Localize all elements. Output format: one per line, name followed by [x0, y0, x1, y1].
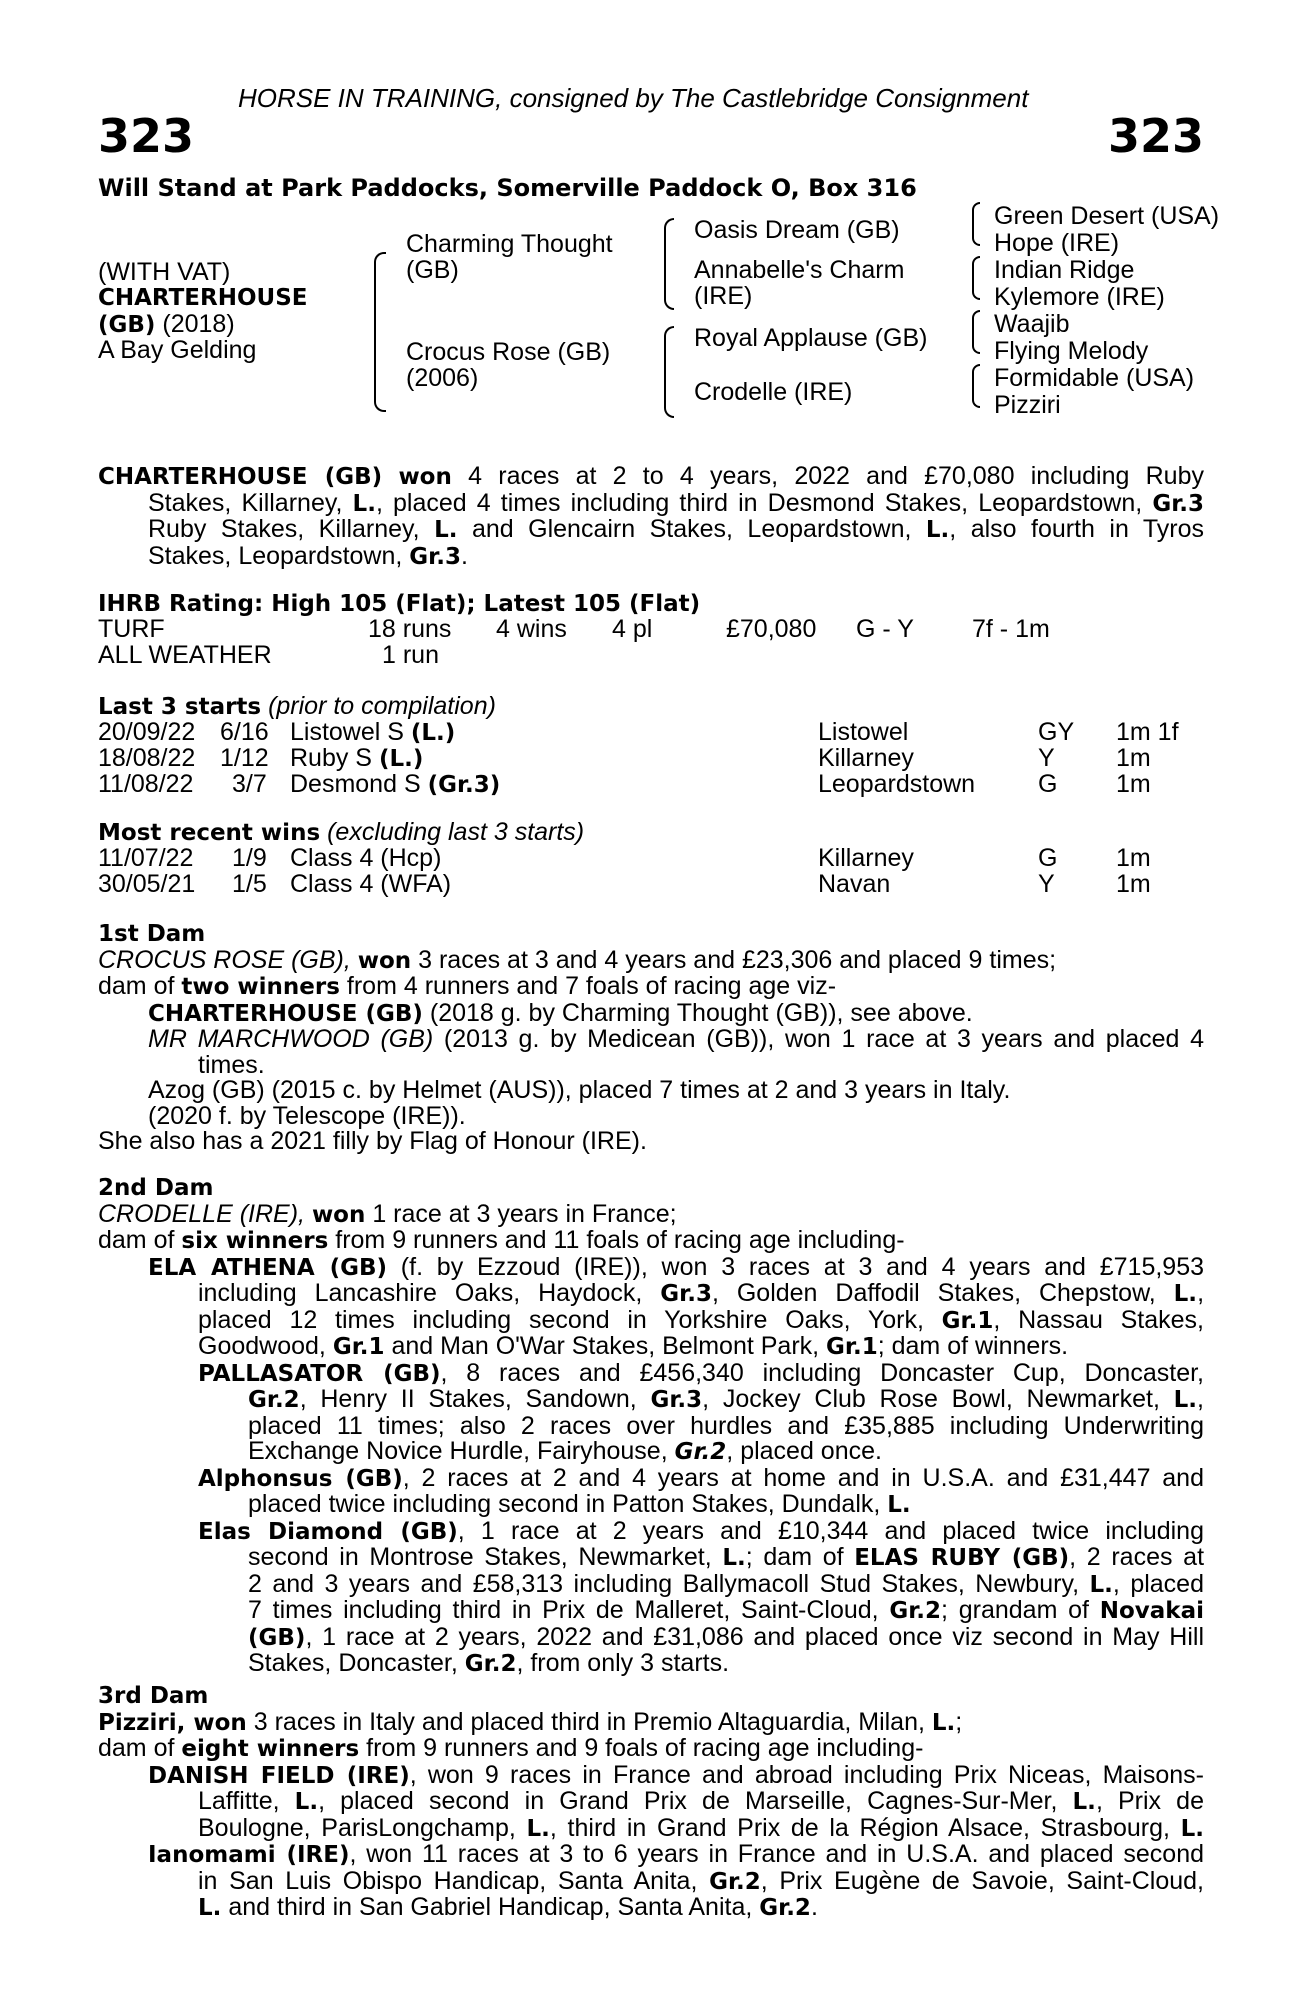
produce-text: (f. by Ezzoud (IRE)), won 3 races at 3 and 4 years and £715,953 [387, 1252, 1205, 1281]
grade-label: Gr.3 [660, 1281, 712, 1307]
produce-text: Stakes, Doncaster, [248, 1649, 465, 1677]
produce-name: MR MARCHWOOD (GB) [148, 1025, 434, 1053]
produce-line [98, 1305, 1204, 1335]
summary-text: 4 races at 2 to 4 years, 2022 and £70,080 including Ruby [451, 462, 1204, 490]
pedigree-brace-ss [972, 202, 980, 246]
third-dam-heading: 3rd Dam [98, 1683, 209, 1709]
dam-text: from 9 runners and 11 foals of racing age including- [328, 1226, 905, 1254]
turf-label: TURF [98, 615, 165, 643]
win-distance: 1m [1116, 844, 1151, 872]
produce-line [98, 1813, 1205, 1843]
start-going: GY [1038, 718, 1075, 746]
grade-label: Gr.2 [759, 1895, 811, 1921]
produce-name: Novakai [1099, 1598, 1204, 1624]
pedigree-dam: Crocus Rose (GB) [406, 338, 611, 366]
produce-text: Boulogne, ParisLongchamp, [198, 1813, 527, 1842]
produce-line [98, 1545, 1204, 1572]
pedigree-gen3-3: Indian Ridge [994, 256, 1135, 284]
produce-line [98, 998, 1204, 1028]
summary-horse-name: CHARTERHOUSE (GB) [98, 464, 383, 490]
produce-text: (2018 g. by Charming Thought (GB)), see above. [422, 998, 973, 1027]
win-distance: 1m [1116, 870, 1151, 898]
produce-text: , Nassau Stakes, [993, 1305, 1204, 1334]
produce-line [98, 1569, 1204, 1599]
catalogue-heading: HORSE IN TRAINING, consigned by The Castlebridge Consignment [238, 83, 1029, 113]
recent-wins-title: Most recent wins [98, 820, 321, 846]
last-starts-heading [98, 694, 496, 721]
dam-line [98, 1736, 1204, 1763]
summary-line [98, 541, 1204, 571]
pedigree-brace-sire [664, 218, 674, 310]
grade-label: L. [434, 517, 458, 543]
turf-distance: 7f - 1m [972, 615, 1050, 643]
stabling-location: Will Stand at Park Paddocks, Somerville Paddock O, Box 316 [98, 174, 917, 202]
start-going: Y [1038, 744, 1055, 772]
start-course: Listowel [818, 718, 909, 746]
first-dam-section [98, 922, 1204, 1155]
second-dam-section [98, 1176, 1204, 1678]
grade-label: L. [722, 1545, 746, 1571]
start-going: G [1038, 770, 1058, 798]
recent-wins-heading [98, 820, 584, 847]
won-label: , won [176, 1709, 247, 1736]
dam-line [98, 945, 1204, 975]
produce-line [98, 1281, 1204, 1308]
produce-text: ; dam of winners. [877, 1332, 1069, 1360]
produce-text: placed 12 times including second in Yorkshire Oaks, York, [198, 1305, 942, 1334]
start-distance: 1m [1116, 744, 1151, 772]
produce-line: times. [198, 1050, 265, 1079]
win-date: 11/07/22 [98, 844, 194, 872]
dam-text: dam of [98, 972, 182, 1000]
summary-line [98, 488, 1204, 518]
start-date: 18/08/22 [98, 744, 196, 772]
produce-line [98, 1387, 1204, 1414]
second-dam-heading: 2nd Dam [98, 1175, 214, 1201]
grade-label: L. [1173, 1281, 1198, 1307]
aw-runs: 1 run [382, 641, 439, 669]
pedigree-sire-dam-country: (IRE) [694, 282, 753, 310]
start-course: Leopardstown [818, 770, 976, 798]
pedigree-dam-year: (2006) [406, 364, 479, 392]
produce-text: second in Montrose Stakes, Newmarket, [248, 1543, 723, 1571]
produce-text: , Prix Eugène de Savoie, Saint-Cloud, [760, 1866, 1204, 1895]
dam-text: 3 races at 3 and 4 years and £23,306 and placed 9 times; [411, 945, 1057, 974]
win-position: 1/5 [232, 870, 267, 898]
start-position: 1/12 [220, 744, 269, 772]
produce-name: Ianomami (IRE) [148, 1842, 350, 1868]
grade-label: L. [1173, 1387, 1198, 1413]
produce-text: , Golden Daffodil Stakes, Chepstow, [711, 1279, 1174, 1307]
pedigree-sire-dam: Annabelle's Charm [694, 256, 905, 284]
produce-line [98, 1252, 1205, 1282]
produce-line [98, 1622, 1204, 1652]
pedigree-gen3-5: Waajib [994, 310, 1070, 338]
pedigree-gen3-2: Hope (IRE) [994, 229, 1120, 257]
start-race-name: Listowel S [290, 718, 411, 746]
grade-label: L. [1089, 1571, 1113, 1598]
horse-description: A Bay Gelding [98, 336, 257, 364]
start-course: Killarney [818, 744, 914, 772]
dam-text: dam of [98, 1226, 182, 1254]
win-going: G [1038, 844, 1058, 872]
summary-text: and Glencairn Stakes, Leopardstown, [457, 515, 926, 543]
recent-wins-note: (excluding last 3 starts) [327, 818, 585, 846]
lot-number-right: 323 [1107, 109, 1204, 163]
produce-text: , placed [1112, 1569, 1204, 1598]
produce-text: ; grandam of [941, 1596, 1100, 1624]
produce-line [98, 1760, 1204, 1790]
produce-line [98, 1842, 1204, 1869]
produce-text: Laffitte, [198, 1787, 295, 1815]
grade-label: Gr.1 [941, 1307, 994, 1334]
summary-text: Stakes, Killarney, [148, 488, 353, 517]
win-going: Y [1038, 870, 1055, 898]
produce-name: CHARTERHOUSE (GB) [148, 1000, 423, 1027]
grade-label: Gr.2 [248, 1387, 300, 1413]
turf-prize: £70,080 [726, 615, 817, 643]
horse-year: (2018) [162, 310, 235, 338]
horse-country: (GB) [98, 312, 156, 338]
produce-line: (2020 f. by Telescope (IRE)). [148, 1101, 466, 1130]
produce-line [98, 1439, 1204, 1466]
produce-line [98, 1358, 1204, 1388]
produce-text: , Prix de [1095, 1787, 1204, 1815]
win-date: 30/05/21 [98, 870, 196, 898]
pedigree-gen3-8: Pizziri [994, 391, 1061, 419]
dam-text: ; [955, 1707, 963, 1736]
dam-text: 1 race at 3 years in France; [365, 1199, 677, 1228]
produce-text: , placed once. [726, 1437, 882, 1465]
pedigree-dam-dam: Crodelle (IRE) [694, 378, 853, 406]
race-summary [98, 464, 1204, 570]
turf-runs: 18 runs [368, 615, 452, 643]
pedigree-gen3-4: Kylemore (IRE) [994, 283, 1165, 311]
third-dam-section [98, 1684, 1204, 1922]
grade-label: Gr.2 [709, 1868, 761, 1895]
start-date: 11/08/22 [98, 770, 194, 798]
produce-text: in San Luis Obispo Handicap, Santa Anita, [198, 1866, 710, 1895]
summary-text: , also fourth in Tyros [949, 515, 1205, 543]
summary-line [98, 464, 1204, 491]
turf-wins: 4 wins [496, 615, 567, 643]
dam-text: dam of [98, 1734, 182, 1762]
turf-going: G - Y [856, 615, 914, 643]
dam-text: 3 races in Italy and placed third in Premio Altaguardia, Milan, [246, 1707, 932, 1736]
pedigree-sire-sire: Oasis Dream (GB) [694, 216, 900, 244]
grade-label: Gr.3 [650, 1387, 703, 1413]
dam-text: from 9 runners and 9 foals of racing age including- [359, 1734, 924, 1762]
start-distance: 1m [1116, 770, 1151, 798]
produce-line: Azog (GB) (2015 c. by Helmet (AUS)), placed 7 times at 2 and 3 years in Italy. [148, 1076, 1011, 1104]
dam-line [98, 1228, 1204, 1255]
produce-name: Alphonsus (GB) [198, 1465, 403, 1492]
dam-line [98, 1707, 1204, 1737]
last-starts-note: (prior to compilation) [268, 692, 496, 720]
grade-label: L. [526, 1815, 550, 1842]
produce-text: (2013 g. by Medicean (GB)), won 1 race at 3 years and placed 4 [433, 1025, 1205, 1053]
lot-number-left: 323 [98, 109, 195, 163]
rating-heading: IHRB Rating: High 105 (Flat); Latest 105 (Flat) [98, 591, 701, 617]
pedigree-dam-sire: Royal Applause (GB) [694, 324, 928, 352]
pedigree-gen3-1: Green Desert (USA) [994, 202, 1220, 230]
grade-label: Gr.1 [332, 1334, 385, 1360]
grade-label: Gr.3 [409, 543, 461, 570]
grade-label: L. [931, 1709, 956, 1736]
summary-text: , placed 4 times including third in Desmond Stakes, Leopardstown, [375, 488, 1153, 517]
pedigree-brace-dam [664, 326, 674, 418]
pedigree-brace-dd [972, 364, 980, 408]
dam-name: Pizziri [98, 1709, 177, 1736]
aw-label: ALL WEATHER [98, 641, 272, 669]
grade-label: Gr.2 [464, 1651, 517, 1677]
produce-text: 7 times including third in Prix de Malleret, Saint-Cloud, [248, 1596, 890, 1624]
produce-line [98, 1598, 1204, 1625]
won-label: won [311, 1201, 366, 1228]
produce-text: , from only 3 starts. [516, 1649, 730, 1677]
produce-text: including Lancashire Oaks, Haydock, [198, 1279, 661, 1307]
produce-name: (GB) [248, 1624, 306, 1651]
produce-name: ELAS RUBY (GB) [854, 1545, 1070, 1571]
produce-text: ; dam of [745, 1543, 855, 1571]
start-race [290, 720, 455, 747]
win-race: Class 4 (WFA) [290, 870, 452, 898]
pedigree-brace-ds [972, 310, 980, 354]
produce-name: DANISH FIELD (IRE) [148, 1762, 410, 1789]
produce-text: placed twice including second in Patton Stakes, Dundalk, [248, 1490, 888, 1518]
dam-line: She also has a 2021 filly by Flag of Honour (IRE). [98, 1127, 647, 1155]
produce-line [98, 1789, 1204, 1816]
start-race-grade: (L.) [410, 720, 456, 746]
grade-label: Gr.2 [889, 1598, 942, 1624]
grade-label: Gr.2 [674, 1439, 727, 1465]
win-course: Killarney [818, 844, 914, 872]
start-race-name: Desmond S [290, 770, 428, 798]
produce-text: Goodwood, [198, 1332, 333, 1360]
vat-status: (WITH VAT) [98, 258, 231, 286]
dam-name: CRODELLE (IRE), [98, 1199, 312, 1228]
produce-line [98, 1334, 1204, 1361]
winners-count: two winners [181, 974, 340, 1000]
start-distance: 1m 1f [1116, 718, 1179, 746]
produce-line [98, 1895, 1204, 1922]
summary-line [98, 517, 1204, 544]
produce-text: . [810, 1893, 818, 1921]
grade-label: L. [1180, 1815, 1205, 1842]
produce-text: 2 and 3 years and £58,313 including Ballymacoll Stud Stakes, Newbury, [248, 1569, 1090, 1598]
produce-text: and Man O'War Stakes, Belmont Park, [384, 1332, 827, 1360]
produce-line [98, 1516, 1204, 1546]
produce-text: , 8 races and £456,340 including Doncaster Cup, Doncaster, [440, 1358, 1204, 1387]
winners-count: eight winners [181, 1736, 360, 1762]
produce-line: placed 11 times; also 2 races over hurdles and £35,885 including Underwriting [248, 1411, 1204, 1440]
grade-label: L. [352, 490, 376, 517]
summary-won: won [398, 464, 452, 490]
grade-label: Gr.1 [826, 1334, 878, 1360]
win-position: 1/9 [232, 844, 267, 872]
start-race-grade: (Gr.3) [427, 772, 501, 798]
produce-name: PALLASATOR (GB) [198, 1360, 441, 1387]
won-label: won [357, 947, 412, 974]
produce-text: , placed second in Grand Prix de Marseille, Cagnes-Sur-Mer, [318, 1787, 1073, 1815]
produce-text: , won 11 races at 3 to 6 years in France and in U.S.A. and placed second [349, 1840, 1204, 1868]
produce-name: ELA ATHENA (GB) [148, 1254, 388, 1281]
produce-text: Exchange Novice Hurdle, Fairyhouse, [248, 1437, 675, 1465]
horse-name: CHARTERHOUSE [98, 285, 308, 311]
summary-text: . [460, 541, 468, 570]
last-starts-title: Last 3 starts [98, 694, 262, 720]
horse-origin [98, 312, 235, 339]
pedigree-brace-sd [972, 256, 980, 300]
produce-text: , won 9 races in France and abroad including Prix Niceas, Maisons- [409, 1760, 1204, 1789]
grade-label: L. [294, 1789, 319, 1815]
start-race-name: Ruby S [290, 744, 379, 772]
dam-line [98, 974, 1204, 1001]
produce-text: , [1197, 1385, 1204, 1413]
summary-text: Stakes, Leopardstown, [148, 541, 410, 570]
start-race [290, 772, 500, 799]
produce-line [98, 1866, 1204, 1896]
grade-label: L. [925, 517, 950, 543]
grade-label: L. [887, 1492, 911, 1518]
pedigree-brace-main [374, 252, 386, 412]
dam-name: CROCUS ROSE (GB), [98, 945, 358, 974]
produce-text: and third in San Gabriel Handicap, Santa Anita, [221, 1893, 760, 1921]
start-race [290, 746, 423, 773]
produce-text: , [1197, 1279, 1205, 1307]
summary-text: Ruby Stakes, Killarney, [148, 515, 435, 543]
pedigree-sire: Charming Thought [406, 230, 613, 258]
dam-line [98, 1199, 1204, 1229]
produce-text: , third in Grand Prix de la Région Alsace, Strasbourg, [549, 1813, 1181, 1842]
grade-label: L. [1072, 1789, 1096, 1815]
produce-line [98, 1027, 1204, 1053]
produce-text: , Jockey Club Rose Bowl, Newmarket, [702, 1385, 1174, 1413]
dam-text: from 4 runners and 7 foals of racing age viz- [339, 972, 837, 1000]
win-course: Navan [818, 870, 891, 898]
start-position: 6/16 [220, 718, 269, 746]
produce-text: , Henry II Stakes, Sandown, [299, 1385, 651, 1413]
produce-line [98, 1651, 1204, 1678]
produce-text: , 2 races at [1069, 1543, 1205, 1571]
winners-count: six winners [181, 1228, 329, 1254]
turf-placed: 4 pl [612, 615, 653, 643]
produce-line [98, 1463, 1204, 1493]
grade-label: Gr.3 [1152, 490, 1204, 517]
produce-text: , 1 race at 2 years and £10,344 and placed twice including [457, 1516, 1204, 1545]
produce-text: , 1 race at 2 years, 2022 and £31,086 and placed once viz second in May Hill [305, 1622, 1204, 1651]
pedigree-sire-country: (GB) [406, 256, 459, 284]
produce-line [98, 1492, 1204, 1519]
start-position: 3/7 [232, 770, 267, 798]
produce-name: Elas Diamond (GB) [198, 1518, 458, 1545]
produce-text: , 2 races at 2 and 4 years at home and in U.S.A. and £31,447 and [402, 1463, 1204, 1492]
win-race: Class 4 (Hcp) [290, 844, 442, 872]
first-dam-heading: 1st Dam [98, 921, 206, 947]
grade-label: L. [198, 1895, 222, 1921]
pedigree-gen3-6: Flying Melody [994, 337, 1149, 365]
start-race-grade: (L.) [378, 746, 424, 772]
start-date: 20/09/22 [98, 718, 196, 746]
pedigree-gen3-7: Formidable (USA) [994, 364, 1195, 392]
